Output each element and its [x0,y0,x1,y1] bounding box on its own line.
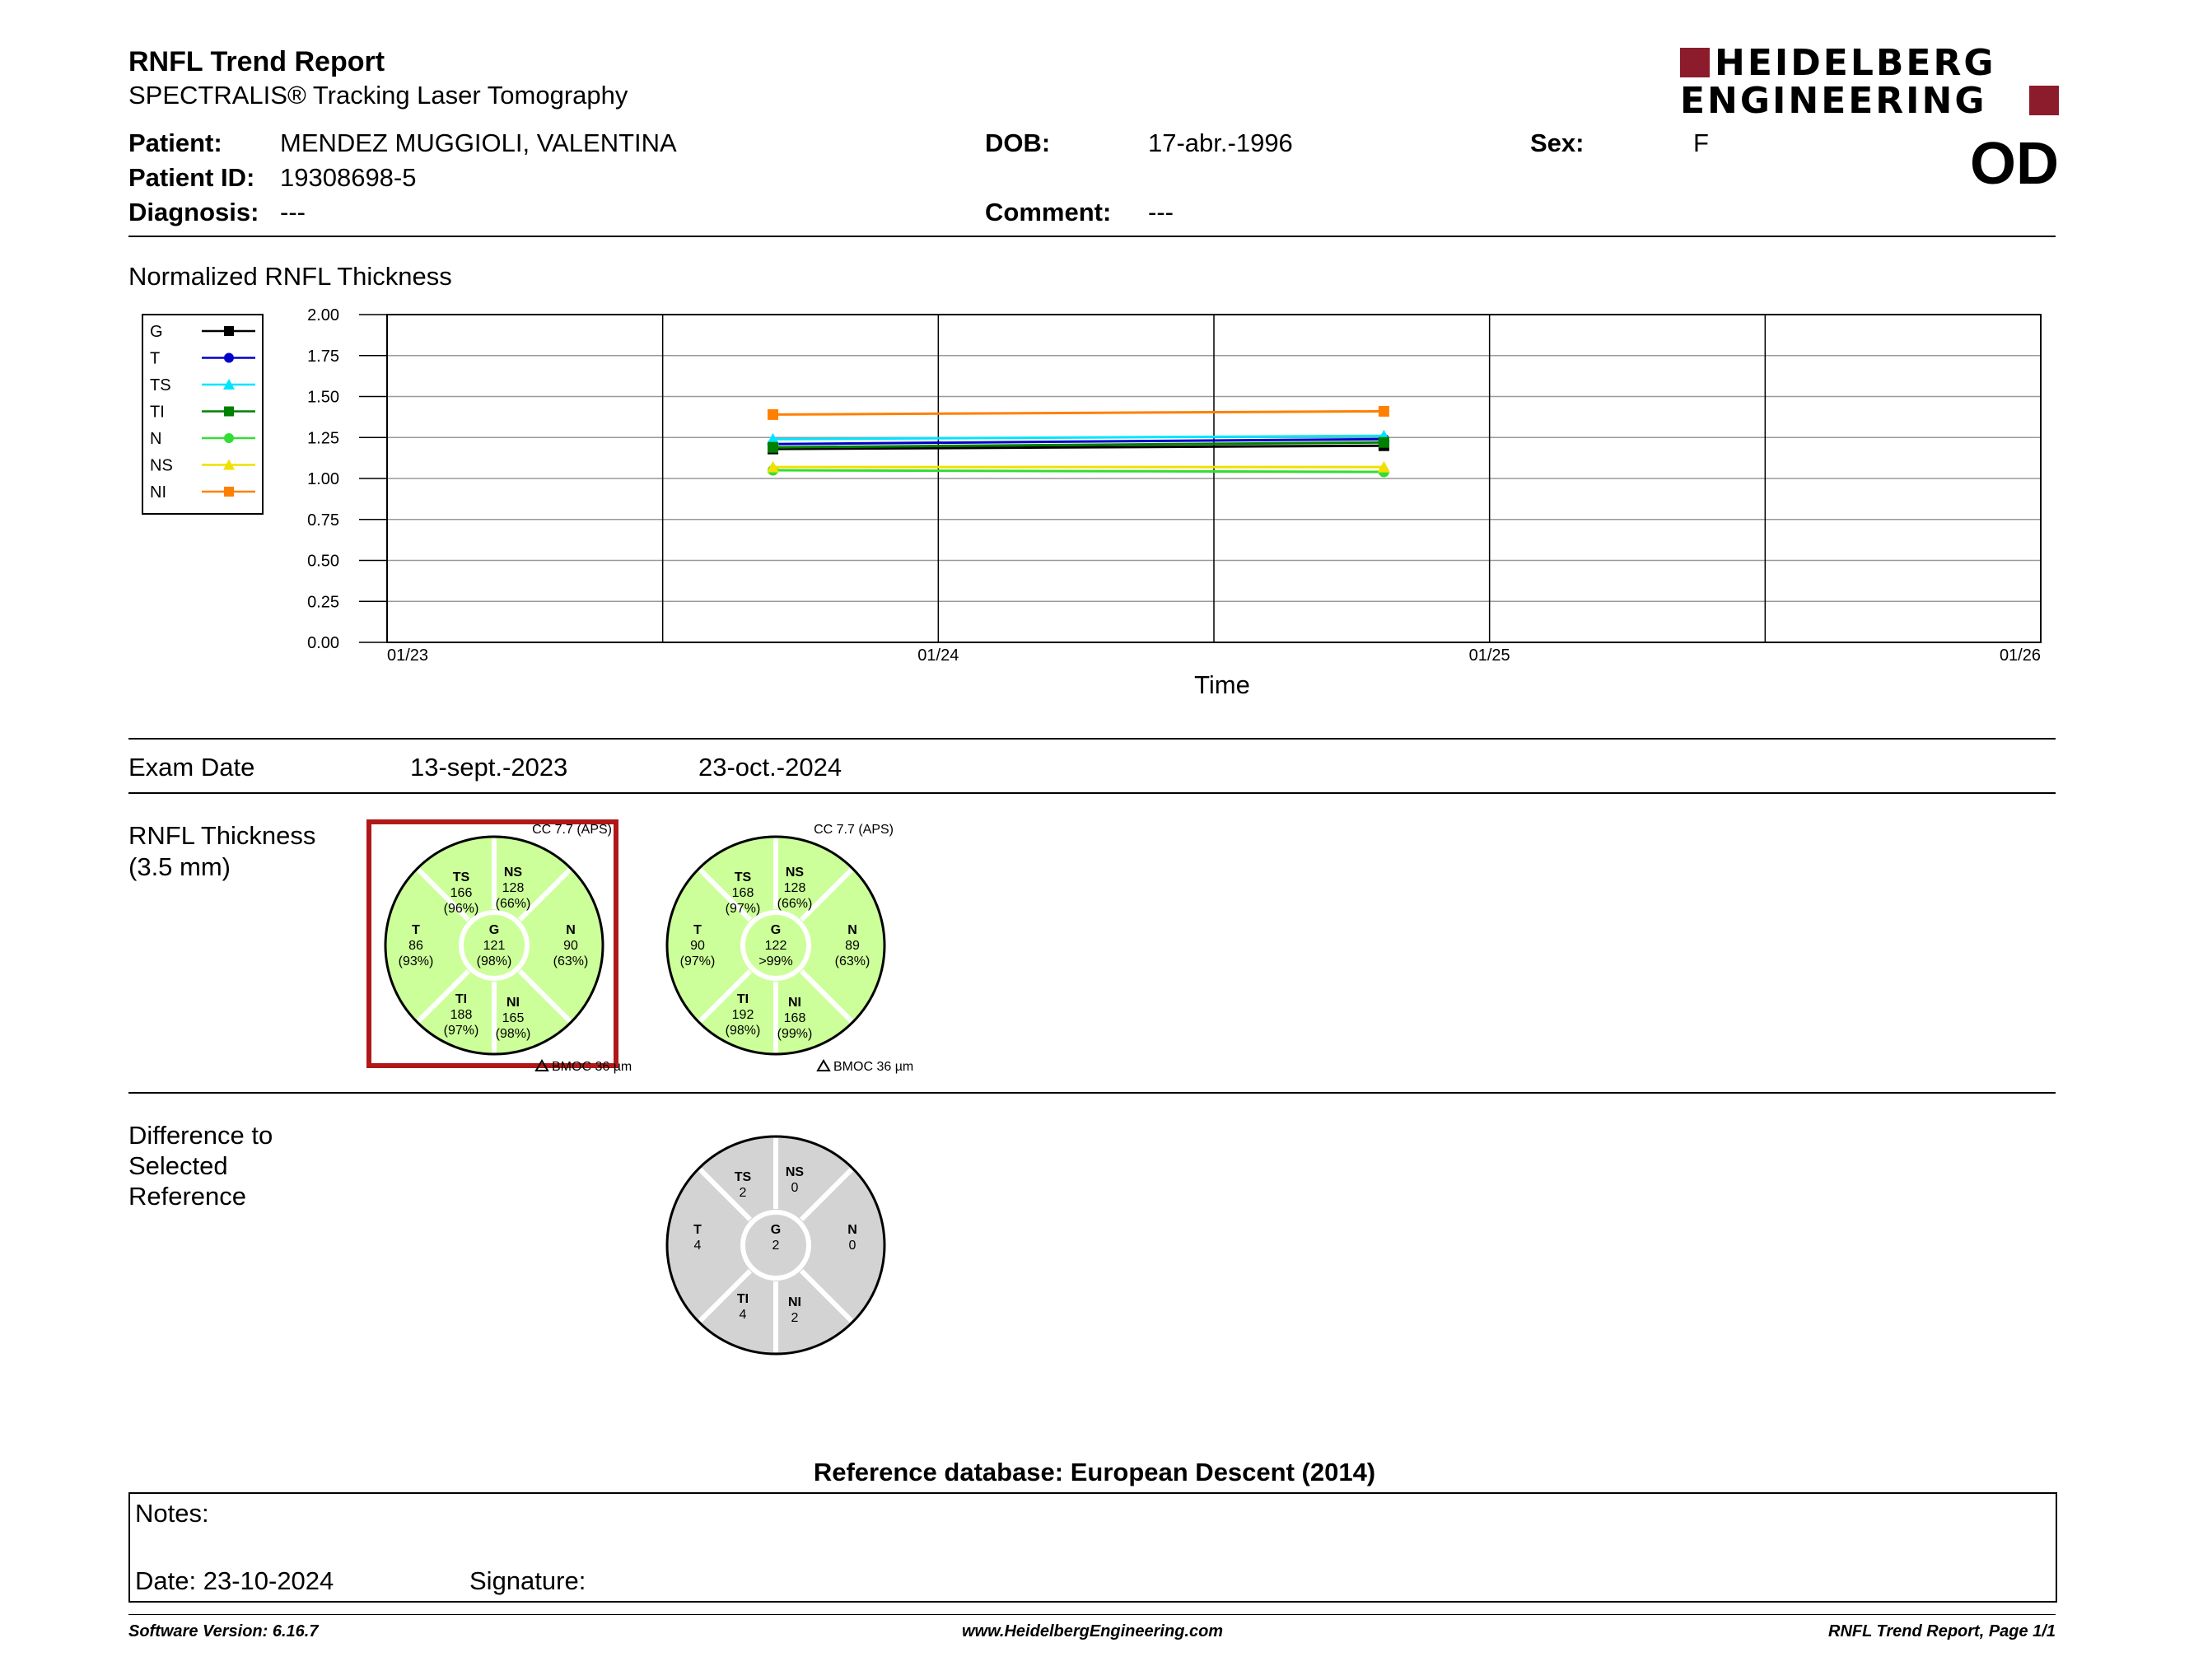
sector-value: 192 [731,1008,754,1022]
sector-percentile: (97%) [443,1024,479,1038]
sector-percentile: (96%) [443,902,479,916]
notes-label: Notes: [135,1499,209,1528]
sex-label: Sex: [1530,128,1585,157]
sector-value: 168 [783,1011,806,1025]
sector-value: 166 [450,886,473,900]
sector-name: NS [503,866,523,880]
sector-diff-value: 2 [791,1311,799,1325]
x-axis-label: Time [1194,670,1250,699]
exam-date-label: Exam Date [128,753,255,782]
sector-percentile: (98%) [495,1027,531,1041]
exam-date-1: 13-sept.-2023 [410,753,568,782]
sector-value: 165 [502,1011,525,1025]
y-tick-label: 0.75 [307,511,339,530]
y-tick-label: 1.00 [307,470,339,488]
sector-diff-value: 4 [739,1308,747,1322]
y-tick-label: 0.00 [307,634,339,652]
scan-quality-label: CC 7.7 (APS) [532,823,612,837]
sector-value: 168 [731,886,754,900]
sector-name: T [412,923,420,937]
sector-percentile: (63%) [834,954,870,968]
bmoc-label: BMOC 36 µm [833,1060,914,1074]
sector-name: T [693,923,702,937]
sector-name: G [488,923,500,937]
comment-label: Comment: [985,198,1112,226]
sector-name: T [693,1223,702,1237]
sex-value: F [1693,128,1709,157]
sector-percentile: (97%) [725,902,761,916]
sector-value: 86 [408,939,423,953]
comment-value: --- [1148,198,1174,226]
report-subtitle: SPECTRALIS® Tracking Laser Tomography [128,81,628,110]
sector-name: G [770,1223,782,1237]
sector-value: 90 [563,939,578,953]
sector-diff-value: 0 [848,1239,856,1253]
rnfl-thickness-label-line1: RNFL Thickness [128,821,316,850]
y-tick-label: 0.25 [307,593,339,612]
y-tick-label: 1.75 [307,347,339,366]
logo-line-1: HEIDELBERG [1715,42,1996,84]
difference-label-line1: Difference to [128,1121,273,1150]
sector-value: 128 [502,881,525,895]
y-tick-label: 1.25 [307,429,339,448]
sector-value: 90 [690,939,705,953]
dob-value: 17-abr.-1996 [1148,128,1293,157]
sector-name: N [847,923,857,937]
sector-value: 188 [450,1008,473,1022]
exam-date-2: 23-oct.-2024 [698,753,842,782]
sector-name: NS [785,1165,805,1179]
sector-percentile: (97%) [679,954,716,968]
x-tick-label: 01/25 [1468,646,1510,665]
legend-label: N [150,430,162,448]
scan-quality-label: CC 7.7 (APS) [814,823,894,837]
sector-value: 128 [783,881,806,895]
legend-label: NI [150,483,166,502]
signature-label: Signature: [469,1566,586,1595]
logo-line-2: ENGINEERING [1680,80,1987,122]
sector-name: NS [785,866,805,880]
sector-diff-value: 2 [739,1186,747,1200]
diagnosis-label: Diagnosis: [128,198,259,226]
sector-name: TI [736,1292,749,1306]
legend-label: TI [150,403,165,422]
legend-label: G [150,323,163,341]
diagnosis-value: --- [280,198,306,226]
legend-label: T [150,349,161,368]
legend-label: NS [150,456,173,475]
patient-label: Patient: [128,128,222,157]
sector-value: 89 [845,939,860,953]
divider-footer [128,1614,2056,1615]
sector-name: TS [734,1170,752,1184]
sector-percentile: (93%) [398,954,434,968]
sector-diff-value: 0 [791,1181,799,1195]
x-tick-label: 01/23 [387,646,429,665]
sector-name: TI [455,992,468,1006]
x-tick-label: 01/24 [917,646,959,665]
dob-label: DOB: [985,128,1051,157]
legend-label: TS [150,376,171,394]
rnfl-thickness-label-line2: (3.5 mm) [128,852,231,881]
patient-id-label: Patient ID: [128,163,255,192]
sector-percentile: (66%) [495,897,531,911]
footer-software-version: Software Version: 6.16.7 [128,1622,319,1640]
sector-percentile: (98%) [476,954,512,968]
notes-box [128,1492,2057,1603]
sector-name: NI [788,1295,801,1309]
sector-percentile: (63%) [553,954,589,968]
sector-name: NI [506,996,520,1010]
sector-name: NI [788,996,801,1010]
sector-diff-value: 4 [693,1239,702,1253]
report-title: RNFL Trend Report [128,46,385,77]
sector-value: 122 [764,939,787,953]
sector-percentile: (98%) [725,1024,761,1038]
reference-database: Reference database: European Descent (2014) [813,1458,1376,1486]
sector-value: 121 [483,939,506,953]
difference-plot [667,1136,884,1354]
sector-percentile: (99%) [777,1027,813,1041]
patient-id: 19308698-5 [280,163,417,192]
sector-diff-value: 2 [772,1239,780,1253]
y-tick-label: 1.50 [307,388,339,407]
patient-name: MENDEZ MUGGIOLI, VALENTINA [280,128,677,157]
y-tick-label: 2.00 [307,306,339,324]
chart-title: Normalized RNFL Thickness [128,262,452,291]
sector-percentile: >99% [758,954,793,968]
sector-name: TS [734,870,752,884]
footer-page: RNFL Trend Report, Page 1/1 [1828,1622,2056,1640]
sector-name: G [770,923,782,937]
difference-label-line2: Selected [128,1151,228,1180]
difference-label-line3: Reference [128,1182,247,1211]
notes-date: Date: 23-10-2024 [135,1566,334,1595]
eye-indicator: OD [1970,131,2059,197]
sector-percentile: (66%) [777,897,813,911]
x-tick-label: 01/26 [1999,646,2041,665]
y-tick-label: 0.50 [307,552,339,571]
footer-website: www.HeidelbergEngineering.com [962,1622,1224,1640]
sector-name: TI [736,992,749,1006]
sector-name: N [566,923,576,937]
bmoc-label: BMOC 36 µm [552,1060,632,1074]
sector-name: TS [452,870,470,884]
sector-name: N [847,1223,857,1237]
